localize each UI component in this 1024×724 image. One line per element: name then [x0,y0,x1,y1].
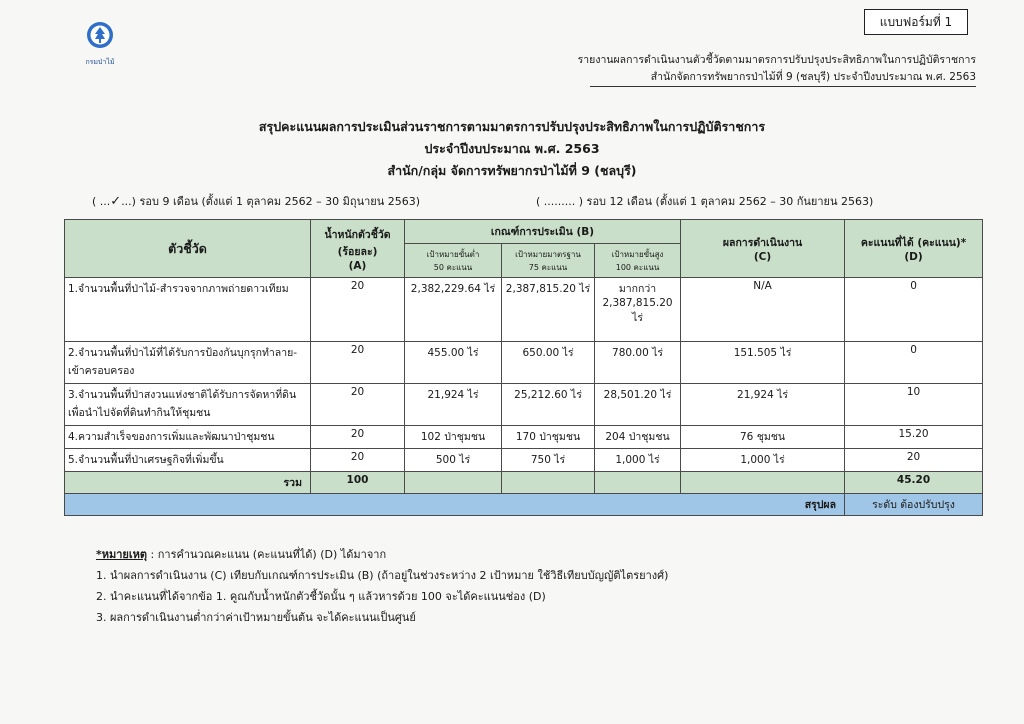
title-line-2: ประจำปีงบประมาณ พ.ศ. 2563 [424,141,600,156]
notes-section [96,544,668,628]
row-standard-target: 2,387,815.20 ไร่ [502,278,595,342]
total-empty-cell [595,472,681,494]
table-row [65,278,983,342]
row-standard-target: 750 ไร่ [502,449,595,472]
row-min-target: 500 ไร่ [405,449,502,472]
row-min-target: 2,382,229.64 ไร่ [405,278,502,342]
row-score: 0 [845,342,983,384]
department-logo [80,20,120,68]
header-result-line1: ผลการดำเนินงาน [722,237,803,249]
header-min-target [405,244,502,278]
row-score: 0 [845,278,983,342]
row-high-target: 780.00 ไร่ [595,342,681,384]
header-min-line1: เป้าหมายขั้นต่ำ [426,249,480,259]
total-empty-cell [405,472,502,494]
header-weight-line3: (A) [348,259,367,272]
row-indicator: 2.จำนวนพื้นที่ป่าไม้ที่ได้รับการป้องกันบุกรุกทำลาย-เข้าครอบครอง [65,342,311,384]
header-weight-line2: (ร้อยละ) [337,245,378,258]
table-row [65,384,983,426]
header-result-line2: (C) [753,251,772,263]
header-standard-target [502,244,595,278]
header-weight [311,220,405,278]
row-score: 10 [845,384,983,426]
row-result: 151.505 ไร่ [681,342,845,384]
row-result: 76 ชุมชน [681,426,845,449]
row-high-target: 204 ป่าชุมชน [595,426,681,449]
total-score: 45.20 [845,472,983,494]
row-result: N/A [681,278,845,342]
table-row [65,449,983,472]
header-criteria: เกณฑ์การประเมิน (B) [405,220,681,244]
round-9-months [92,192,420,210]
score-table [64,219,983,516]
round-9-prefix: ( ... [92,195,111,208]
note-item: 3. ผลการดำเนินงานต่ำกว่าค่าเป้าหมายขั้นต้น จะได้คะแนนเป็นศูนย์ [96,611,416,624]
logo-caption: กรมป่าไม้ [85,58,115,66]
round-9-text: ...) รอบ 9 เดือน (ตั้งแต่ 1 ตุลาคม 2562 – 30 มิถุนายน 2563) [121,195,421,208]
total-label: รวม [65,472,311,494]
checkmark-icon: ✓ [110,194,122,209]
title-line-3: สำนัก/กลุ่ม จัดการทรัพยากรป่าไม้ที่ 9 (ชลบุรี) [387,163,637,178]
row-high-target: 28,501.20 ไร่ [595,384,681,426]
header-high-target [595,244,681,278]
row-weight: 20 [311,449,405,472]
row-standard-target: 170 ป่าชุมชน [502,426,595,449]
report-header [578,52,976,86]
header-score [845,220,983,278]
forest-department-emblem-icon [85,20,115,52]
row-min-target: 102 ป่าชุมชน [405,426,502,449]
row-indicator: 4.ความสำเร็จของการเพิ่มและพัฒนาป่าชุมชน [65,426,311,449]
row-min-target: 455.00 ไร่ [405,342,502,384]
table-row [65,342,983,384]
row-indicator: 5.จำนวนพื้นที่ป่าเศรษฐกิจที่เพิ่มขึ้น [65,449,311,472]
header-high-line1: เป้าหมายขั้นสูง [611,249,664,259]
header-result [681,220,845,278]
document-title [0,116,1024,182]
header-indicator: ตัวชี้วัด [65,220,311,278]
header-score-line2: (D) [904,251,923,263]
form-number-box: แบบฟอร์มที่ 1 [864,9,968,35]
notes-title: *หมายเหตุ [96,548,148,561]
row-high-target: 1,000 ไร่ [595,449,681,472]
header-divider [590,86,976,87]
header-score-line1: คะแนนที่ได้ (คะแนน)* [860,237,967,249]
header-std-line2: 75 คะแนน [528,262,568,272]
row-weight: 20 [311,384,405,426]
note-item: 1. นำผลการดำเนินงาน (C) เทียบกับเกณฑ์การประเมิน (B) (ถ้าอยู่ในช่วงระหว่าง 2 เป้าหมาย ใช้วิธีเทียบบัญญัติไตรยางศ์) [96,569,669,582]
header-line-2: สำนักจัดการทรัพยากรป่าไม้ที่ 9 (ชลบุรี) ประจำปีงบประมาณ พ.ศ. 2563 [650,71,976,83]
total-weight: 100 [311,472,405,494]
notes-intro: : การคำนวณคะแนน (คะแนนที่ได้) (D) ได้มาจาก [147,548,387,561]
row-standard-target: 650.00 ไร่ [502,342,595,384]
round-12-months: ( ......... ) รอบ 12 เดือน (ตั้งแต่ 1 ตุลาคม 2562 – 30 กันยายน 2563) [536,195,874,208]
row-indicator: 3.จำนวนพื้นที่ป่าสงวนแห่งชาติได้รับการจัดหาที่ดินเพื่อนำไปจัดที่ดินทำกินให้ชุมชน [65,384,311,426]
header-line-1: รายงานผลการดำเนินงานตัวชี้วัดตามมาตรการปรับปรุงประสิทธิภาพในการปฏิบัติราชการ [577,54,976,66]
row-weight: 20 [311,426,405,449]
header-weight-line1: น้ำหนักตัวชี้วัด [324,228,391,241]
row-indicator: 1.จำนวนพื้นที่ป่าไม้-สำรวจจากภาพถ่ายดาวเทียม [65,278,311,342]
row-result: 1,000 ไร่ [681,449,845,472]
row-weight: 20 [311,342,405,384]
notes-heading [96,544,668,565]
row-score: 15.20 [845,426,983,449]
header-high-line2: 100 คะแนน [615,262,660,272]
row-result: 21,924 ไร่ [681,384,845,426]
row-weight: 20 [311,278,405,342]
summary-row [65,494,983,516]
summary-value: ระดับ ต้องปรับปรุง [845,494,983,516]
row-min-target: 21,924 ไร่ [405,384,502,426]
row-score: 20 [845,449,983,472]
total-empty-cell [502,472,595,494]
note-item: 2. นำคะแนนที่ได้จากข้อ 1. คูณกับน้ำหนักตัวชี้วัดนั้น ๆ แล้วหารด้วย 100 จะได้คะแนนช่อง (D) [96,590,546,603]
title-line-1: สรุปคะแนนผลการประเมินส่วนราชการตามมาตรการปรับปรุงประสิทธิภาพในการปฏิบัติราชการ [258,119,766,134]
total-row [65,472,983,494]
row-standard-target: 25,212.60 ไร่ [502,384,595,426]
header-std-line1: เป้าหมายมาตรฐาน [515,249,581,259]
header-min-line2: 50 คะแนน [433,262,473,272]
row-high-target: มากกว่า 2,387,815.20 ไร่ [595,278,681,342]
summary-label: สรุปผล [65,494,845,516]
table-row [65,426,983,449]
total-empty-cell [681,472,845,494]
